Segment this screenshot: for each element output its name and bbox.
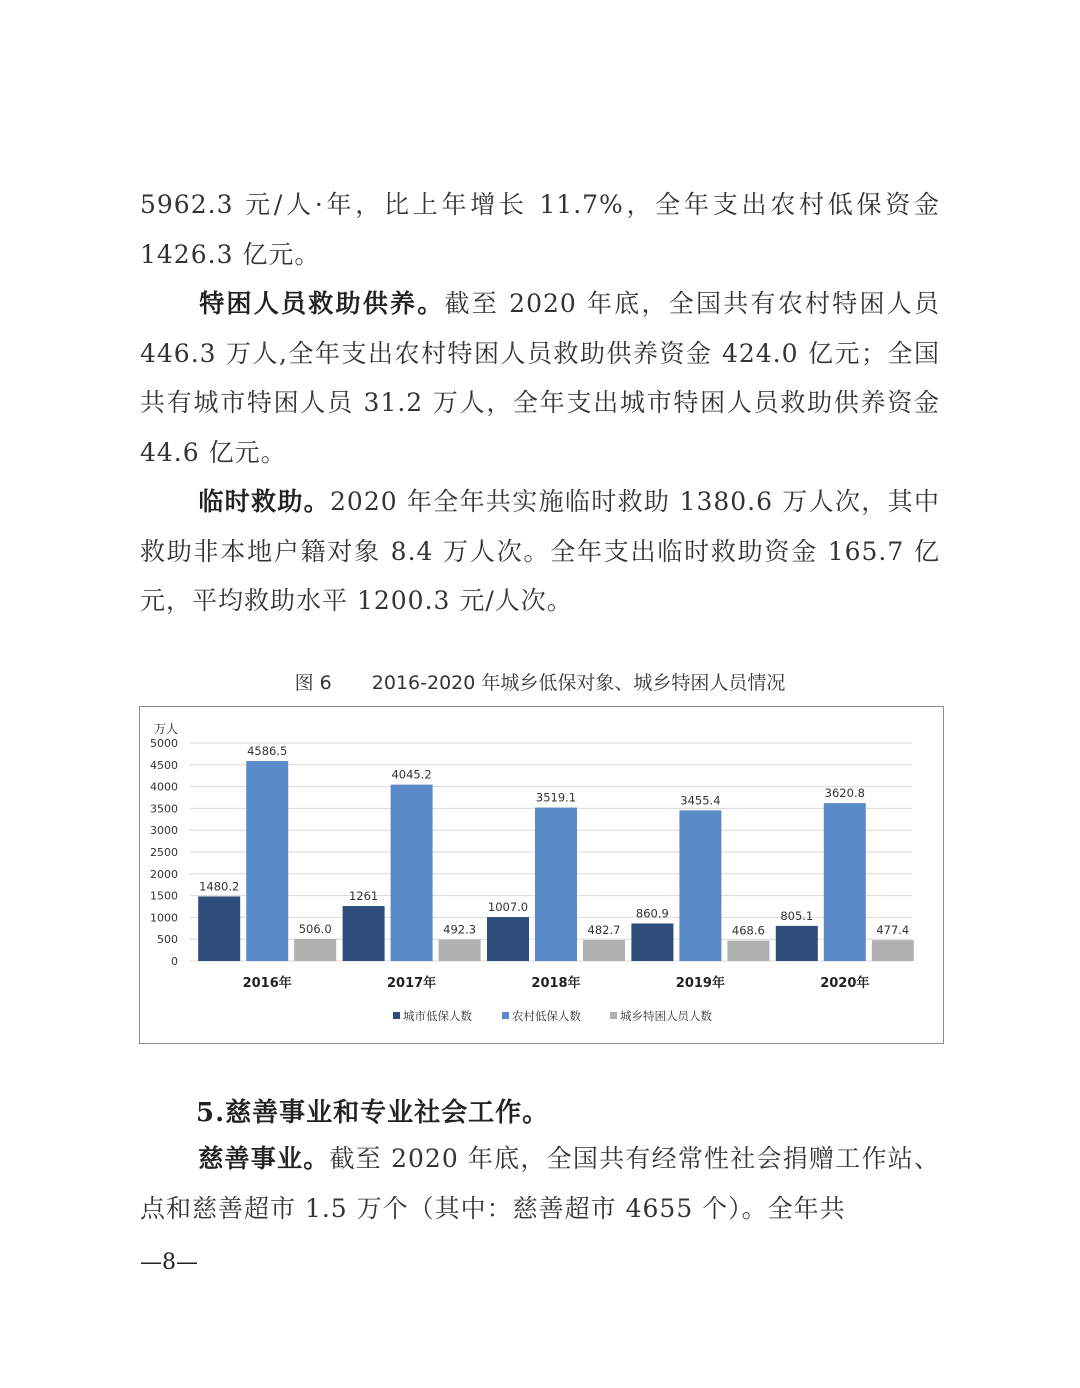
- data-label: 3455.4: [680, 793, 721, 808]
- x-tick-label: 2018年: [531, 976, 581, 991]
- x-tick-label: 2019年: [675, 976, 725, 991]
- section-heading: 5.慈善事业和专业社会工作。: [196, 1098, 550, 1128]
- data-label: 492.3: [443, 922, 477, 937]
- y-axis-label: 万人: [154, 722, 179, 736]
- data-label: 468.6: [731, 923, 765, 938]
- paragraph-temporary-assistance: [140, 477, 940, 626]
- bar-chart: [139, 706, 944, 1044]
- paragraph-body: 截至 2020 年底，全国共有经常性社会捐赠工作站、点和慈善超市 1.5 万个（其中：慈善超市 4655 个）。全年共: [140, 1144, 940, 1223]
- paragraph-body: 截至 2020 年底，全国共有农村特困人员 446.3 万人,全年支出农村特困人员救助供养资金 424.0 亿元；全国共有城市特困人员 31.2 万人，全年支出城市特困人员救助供养资金 44.6 亿元。: [140, 289, 940, 467]
- bar: [487, 917, 529, 961]
- chart-svg: [140, 707, 945, 1045]
- data-label: 482.7: [587, 922, 621, 937]
- legend-label: 城乡特困人员人数: [620, 1009, 712, 1023]
- bar: [583, 940, 625, 961]
- y-tick-label: 1500: [150, 889, 178, 903]
- bar: [535, 808, 577, 961]
- legend-swatch: [393, 1012, 400, 1019]
- y-tick-label: 500: [157, 933, 178, 947]
- figure-title: 2016-2020 年城乡低保对象、城乡特困人员情况: [371, 672, 786, 694]
- bar: [872, 940, 914, 961]
- data-label: 860.9: [635, 906, 669, 921]
- figure-caption: [0, 668, 1080, 695]
- y-tick-label: 2500: [150, 846, 178, 859]
- data-label: 1007.0: [487, 900, 529, 915]
- paragraph-extreme-poverty: [140, 279, 940, 477]
- bar: [631, 923, 673, 961]
- bar: [391, 785, 433, 961]
- data-label: 1261: [348, 889, 379, 904]
- x-tick-label: 2020年: [820, 976, 870, 991]
- y-tick-label: 3000: [150, 824, 178, 838]
- y-tick-label: 5000: [150, 737, 178, 750]
- legend-swatch: [502, 1012, 509, 1019]
- y-tick-label: 0: [171, 955, 178, 968]
- page-number: —8—: [140, 1250, 198, 1275]
- y-tick-label: 1000: [150, 911, 178, 925]
- x-tick-label: 2017年: [387, 976, 437, 991]
- paragraph-title: 临时救助。: [198, 487, 331, 516]
- paragraph-title: 特困人员救助供养。: [198, 289, 445, 318]
- paragraph-charity: [140, 1134, 940, 1233]
- figure-label: 图 6: [294, 672, 332, 694]
- bar: [246, 761, 288, 961]
- paragraph-body: 2020 年全年共实施临时救助 1380.6 万人次，其中救助非本地户籍对象 8.4 万人次。全年支出临时救助资金 165.7 亿元，平均救助水平 1200.3 元/人次。: [140, 487, 940, 615]
- y-tick-label: 3500: [150, 802, 178, 816]
- legend-swatch: [610, 1012, 617, 1019]
- data-label: 3620.8: [824, 786, 865, 801]
- y-tick-label: 2000: [150, 867, 178, 881]
- data-label: 805.1: [780, 908, 814, 923]
- y-tick-label: 4500: [150, 758, 178, 772]
- bar: [824, 803, 866, 961]
- bar: [727, 941, 769, 961]
- paragraph-title: 慈善事业。: [198, 1144, 330, 1173]
- data-label: 506.0: [298, 921, 332, 936]
- y-tick-label: 4000: [150, 780, 178, 794]
- data-label: 4045.2: [391, 767, 432, 782]
- data-label: 1480.2: [199, 879, 240, 894]
- legend-label: 城市低保人数: [403, 1009, 472, 1023]
- bar: [343, 906, 385, 961]
- bar: [439, 940, 481, 961]
- bar: [294, 939, 336, 961]
- data-label: 3519.1: [535, 790, 577, 805]
- legend-label: 农村低保人数: [512, 1009, 581, 1023]
- paragraph-rural-subsistence: 5962.3 元/人·年，比上年增长 11.7%，全年支出农村低保资金 1426.3 亿元。: [140, 190, 940, 269]
- bar: [776, 926, 818, 961]
- bar: [198, 896, 240, 961]
- data-label: 4586.5: [247, 744, 288, 759]
- data-label: 477.4: [876, 923, 910, 938]
- x-tick-label: 2016年: [242, 976, 292, 991]
- bar: [679, 810, 721, 961]
